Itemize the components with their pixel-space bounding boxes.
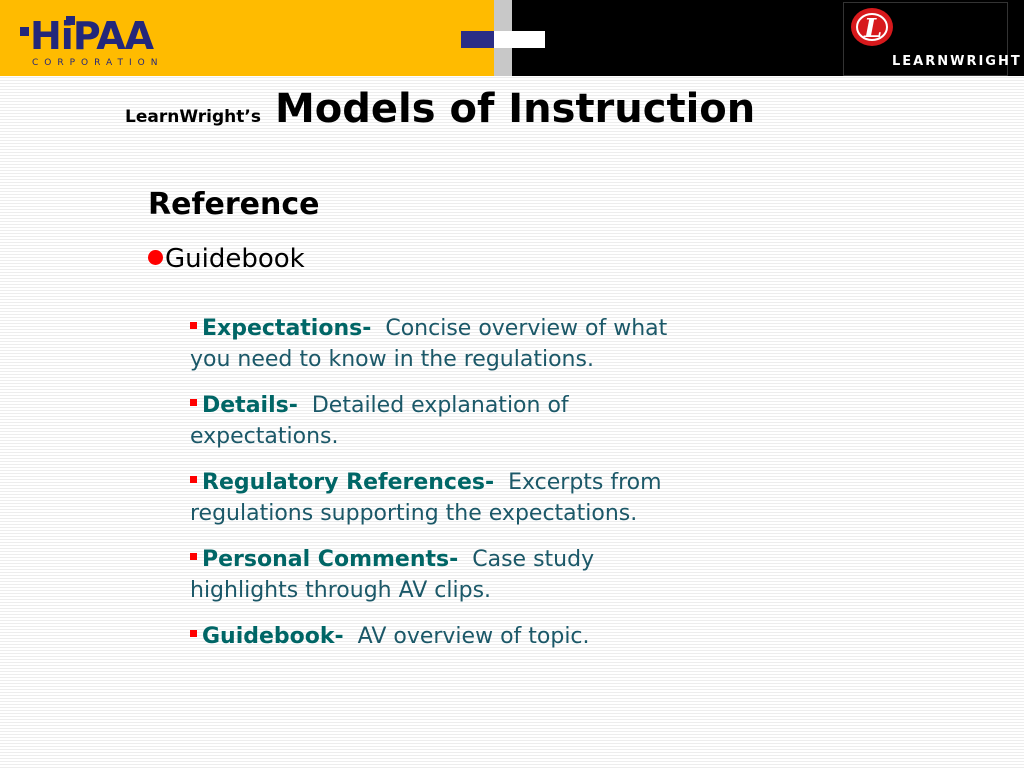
header-white-stub	[494, 31, 512, 48]
header-white-bar	[512, 31, 545, 48]
level1-bullet-label: Guidebook	[165, 244, 305, 274]
item-description: Excerpts from regulations supporting the expectations.	[190, 470, 662, 526]
learnwright-logo	[843, 2, 1022, 76]
item-description: Detailed explanation of expectations.	[190, 393, 569, 449]
item-term: Expectations-	[202, 316, 372, 341]
level1-bullet-item	[148, 244, 305, 274]
item-term: Regulatory References-	[202, 470, 495, 495]
list-item	[190, 390, 690, 452]
title-main: Models of Instruction	[274, 86, 756, 132]
learnwright-wordmark: LEARNWRIGHT	[892, 54, 1022, 69]
item-description: Case study highlights through AV clips.	[190, 547, 595, 603]
title-prefix: LearnWright’s	[125, 107, 261, 127]
hipaa-corporation-logo	[20, 16, 182, 72]
list-item	[190, 313, 690, 375]
square-bullet-icon	[190, 476, 197, 483]
list-item	[190, 544, 690, 606]
list-item	[190, 467, 690, 529]
square-bullet-icon	[190, 322, 197, 329]
item-term: Guidebook-	[202, 624, 344, 649]
hipaa-tagline: CORPORATION	[32, 58, 164, 68]
square-bullet-icon	[190, 553, 197, 560]
logo-square-accent	[20, 27, 29, 36]
square-bullet-icon	[190, 630, 197, 637]
item-description: Concise overview of what you need to know in the regulations.	[190, 316, 668, 372]
round-bullet-icon	[148, 250, 163, 265]
item-term: Details-	[202, 393, 298, 418]
sub-bullet-list	[190, 313, 690, 667]
list-item	[190, 621, 690, 652]
square-bullet-icon	[190, 399, 197, 406]
section-heading: Reference	[148, 187, 320, 222]
learnwright-emblem-icon	[848, 5, 900, 49]
item-description: AV overview of topic.	[357, 624, 590, 649]
item-term: Personal Comments-	[202, 547, 459, 572]
hipaa-wordmark: HiPAA	[30, 14, 154, 58]
svg-text:L: L	[864, 14, 883, 44]
header-navy-bar	[461, 31, 494, 48]
slide-header	[0, 0, 1024, 76]
slide-title	[125, 86, 755, 132]
